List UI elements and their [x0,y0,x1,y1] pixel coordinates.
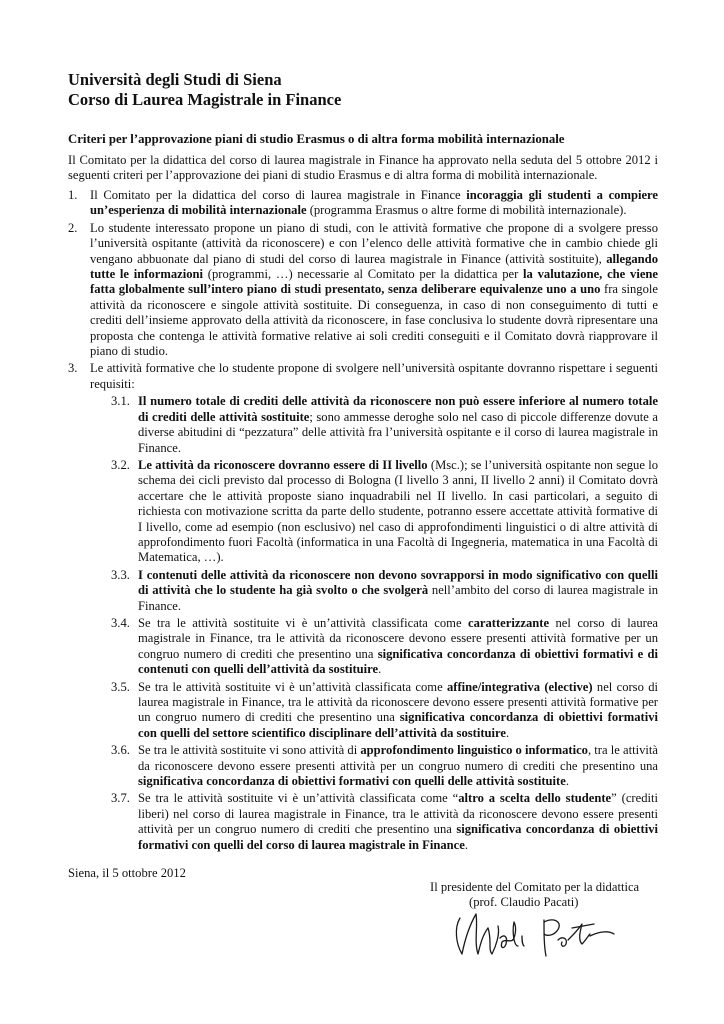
requirement-item [90,568,658,614]
requirement-text [138,568,658,614]
course-name: Corso di Laurea Magistrale in Finance [68,90,342,109]
place-date: Siena, il 5 ottobre 2012 [68,866,186,880]
text-run: nel corso di laurea magistrale in Finance, tra le attività da riconoscere devono essere presenti attività formative per un congruo numero di crediti che presentino una [138,615,658,661]
requirement-text [138,791,658,853]
text-run: . [464,837,468,852]
requirement-number: 3.5. [111,679,130,694]
bold-text: Le attività da riconoscere dovranno essere di II livello [138,457,428,472]
bold-text: significativa concordanza di obiettivi formativi con quelli del corso di laurea magistrale in Finance [138,822,658,852]
text-run: Se tra le attività sostituite vi è un’attività classificata come “ [138,791,459,806]
requirements-list [90,394,658,853]
requirement-number: 3.1. [111,394,130,409]
text-run: Lo studente interessato propone un piano di studi, con le attività formative che propone di a svolgere presso l’università ospitante (attività da riconoscere) e con l’elenco delle attività formative che in cambio chiede gli vengano abbuonate dal piano di studi del corso di laurea magistrale in Finance (attività sostituite), [90,220,658,266]
requirement-item [90,743,658,789]
requirement-number: 3.6. [111,743,130,758]
text-run: Se tra le attività sostituite vi è un’attività classificata come [138,679,447,694]
item-text [90,221,658,360]
item-text [90,188,658,219]
bold-text: significativa concordanza di obiettivi formativi e di contenuti con quelli dell’attività da sostituire [138,646,658,677]
text-run: . [565,774,569,789]
text-run: nel corso di laurea magistrale in Finance, tra le attività da riconoscere devono essere presenti attività formative per un congruo numero di crediti che presentino una [138,679,658,725]
text-run: , tra le attività da riconoscere devono essere presenti attività per un congruo numero di crediti che presentino una [138,743,659,773]
text-run: (programmi, …) necessarie al Comitato per la didattica per [203,267,524,282]
requirement-text [138,743,658,789]
bold-text: affine/integrativa (elective) [446,679,593,694]
university-name: Università degli Studi di Siena [68,70,282,89]
item-text [90,361,658,392]
bold-text: caratterizzante [467,615,550,630]
criterion-item [68,188,658,219]
requirement-text [138,616,658,678]
bold-text: Il numero totale di crediti delle attività da riconoscere non può essere inferiore al numero totale di crediti delle attività sostituite [138,394,658,424]
bold-text: altro a scelta dello studente [458,791,612,806]
handwritten-signature [448,906,618,966]
bold-text: I contenuti delle attività da riconoscere non devono sovrapporsi in modo significativo con quelli di attività che lo studente ha già svolto o che svolgerà [138,567,658,598]
requirement-item [90,458,658,566]
bold-text: significativa concordanza di obiettivi formativi con quelli delle attività sostituite [138,774,566,789]
text-run: (programma Erasmus o altre forme di mobilità internazionale). [306,203,627,218]
requirement-item [90,616,658,678]
criteria-list [68,188,658,855]
intro-paragraph: Il Comitato per la didattica del corso di laurea magistrale in Finance ha approvato nella seduta del 5 ottobre 2012 i seguenti criteri per l’approvazione dei piani di studio Erasmus e di altra forma di mobilità internazionale. [68,153,658,183]
bold-text: approfondimento linguistico o informatico [360,743,588,758]
requirement-text [138,458,658,566]
requirement-text [138,394,658,456]
text-run: nell’ambito del corso di laurea magistrale in Finance. [138,583,658,613]
signatory-name: (prof. Claudio Pacati) [469,895,579,910]
item-number: 3. [68,361,78,376]
item-number: 2. [68,220,78,235]
bold-text: allegando tutte le informazioni [90,251,658,282]
bold-text: la valutazione, che viene fatta globalmente sull’intero piano di studi presentato, senza deliberare equivalenze uno a uno [90,267,658,297]
bold-text: significativa concordanza di obiettivi formativi con quelli del settore scientifico disciplinare dell’attività da sostituire [138,710,658,740]
requirement-item [90,394,658,456]
signatory-role: Il presidente del Comitato per la didattica [430,880,640,894]
requirement-text [138,680,658,742]
document-title: Criteri per l’approvazione piani di studio Erasmus o di altra forma mobilità internazionale [68,132,565,146]
requirement-number: 3.3. [111,567,130,582]
requirement-number: 3.4. [111,615,130,630]
requirement-number: 3.7. [111,791,130,806]
requirement-item [90,680,658,742]
text-run: Se tra le attività sostituite vi sono attività di [138,743,361,758]
text-run: Le attività formative che lo studente propone di svolgere nell’università ospitante dovranno rispettare i seguenti requisiti: [90,361,658,391]
text-run: fra singole attività da riconoscere e singole attività sostituite. Di conseguenza, in caso di non conseguimento di tutti e crediti dell’insieme approvato della attività da riconoscere, in fase conclusiva lo studente dovrà ripresentare una proposta che contenga le attività formative relative ai soli crediti conseguiti e il Comitato dovrà riapprovare il piano di studio. [90,282,658,359]
text-run: . [378,662,382,677]
text-run: . [506,725,510,740]
text-run: Se tra le attività sostituite vi è un’attività classificata come [138,615,468,630]
requirement-item [90,791,658,853]
item-number: 1. [68,188,78,202]
text-run: Il Comitato per la didattica del corso di laurea magistrale in Finance [90,188,467,202]
text-run: ” (crediti liberi) nel corso di laurea magistrale in Finance, tra le attività da riconoscere devono essere presenti attività per un congruo numero di crediti che presentino una [138,791,658,837]
requirement-number: 3.2. [111,457,130,472]
text-run: (Msc.); se l’università ospitante non segue lo schema dei cicli previsto dal processo di Bologna (I livello 3 anni, II livello 2 anni) il Comitato dovrà accertare che le attività proposte siano inquadrabili nel II livello. In casi particolari, a seguito di richiesta con motivazione scritta da parte dello studente, potranno essere accettate attività formative di I livello, come ad esempio (non esclusivo) nel caso di approfondimenti linguistici o di altre attività di approfondimento fuori Facoltà (informatica in una Facoltà di Ingegneria, matematica in una Facoltà di Matematica, …). [138,457,659,565]
text-run: ; sono ammesse deroghe solo nel caso di piccole differenze dovute a diverse abitudini di “pezzatura” delle attività fra l’università ospitante e il corso di laurea magistrale in Finance. [138,409,658,455]
bold-text: incoraggia gli studenti a compiere un’esperienza di mobilità internazionale [90,188,658,218]
criterion-item [68,221,658,360]
criterion-item [68,361,658,853]
header-block [68,70,341,110]
